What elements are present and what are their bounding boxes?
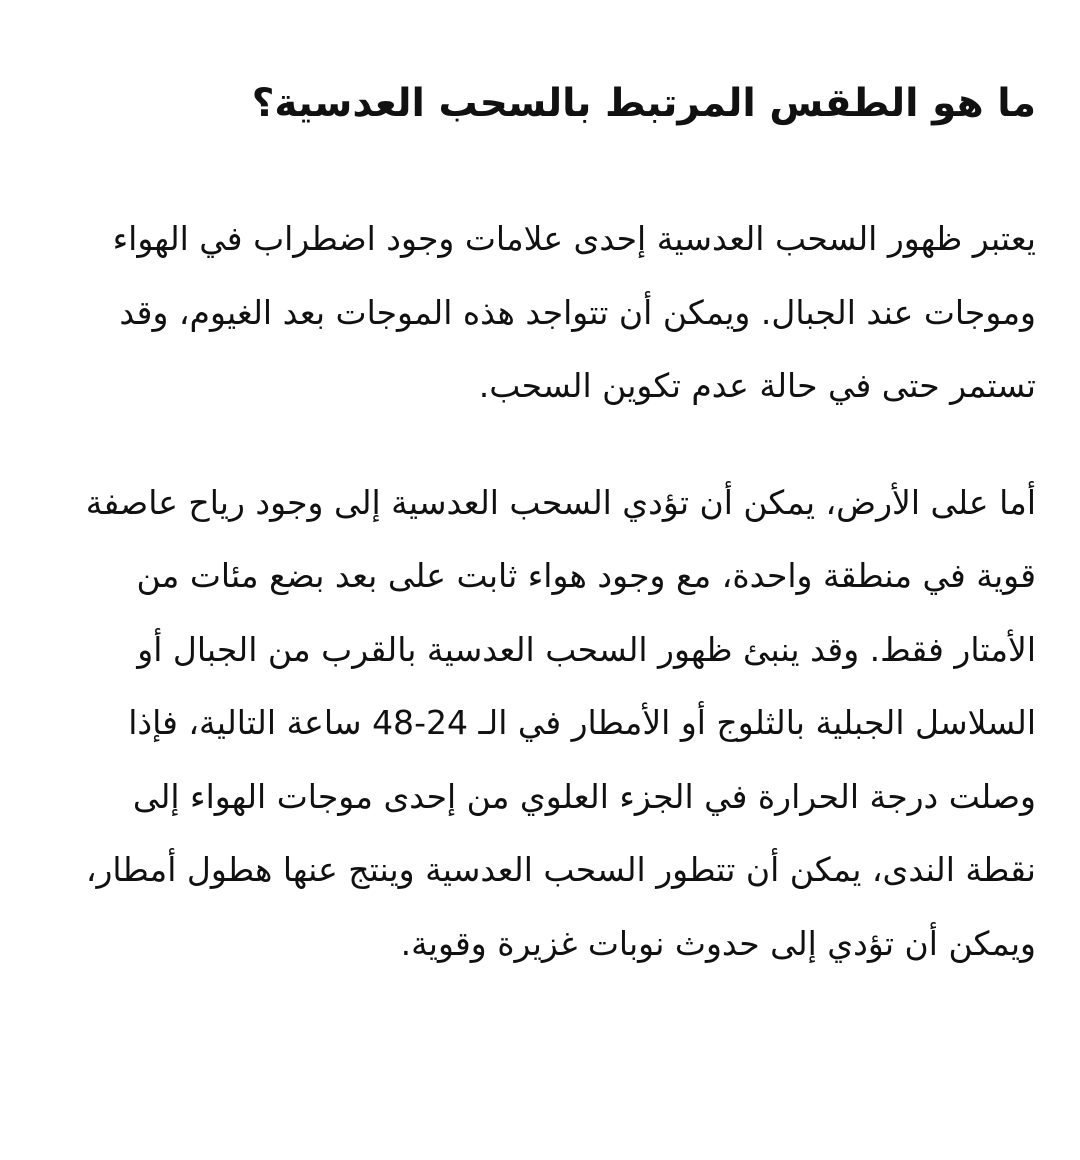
article-paragraph-2: أما على الأرض، يمكن أن تؤدي السحب العدسية إلى وجود رياح عاصفة قوية في منطقة واحدة، مع وجود هواء ثابت على بعد بضع مئات من الأمتار فقط. وقد ينبئ ظهور السحب العدسية بالقرب من الجبال أو السلاسل الجبلية بالثلوج أو الأمطار في الـ 24-48 ساعة التالية، فإذا وصلت درجة الحرارة في الجزء العلوي من إحدى موجات الهواء إلى نقطة الندى، يمكن أن تتطور السحب العدسية وينتج عنها هطول أمطار، ويمكن أن تؤدي إلى حدوث نوبات غزيرة وقوية.: [85, 482, 1036, 963]
article-title: ما هو الطقس المرتبط بالسحب العدسية؟: [251, 81, 1036, 126]
article-paragraph-1: يعتبر ظهور السحب العدسية إحدى علامات وجود اضطراب في الهواء وموجات عند الجبال. ويمكن أن تتواجد هذه الموجات بعد الغيوم، وقد تستمر حتى في حالة عدم تكوين السحب.: [112, 219, 1036, 405]
